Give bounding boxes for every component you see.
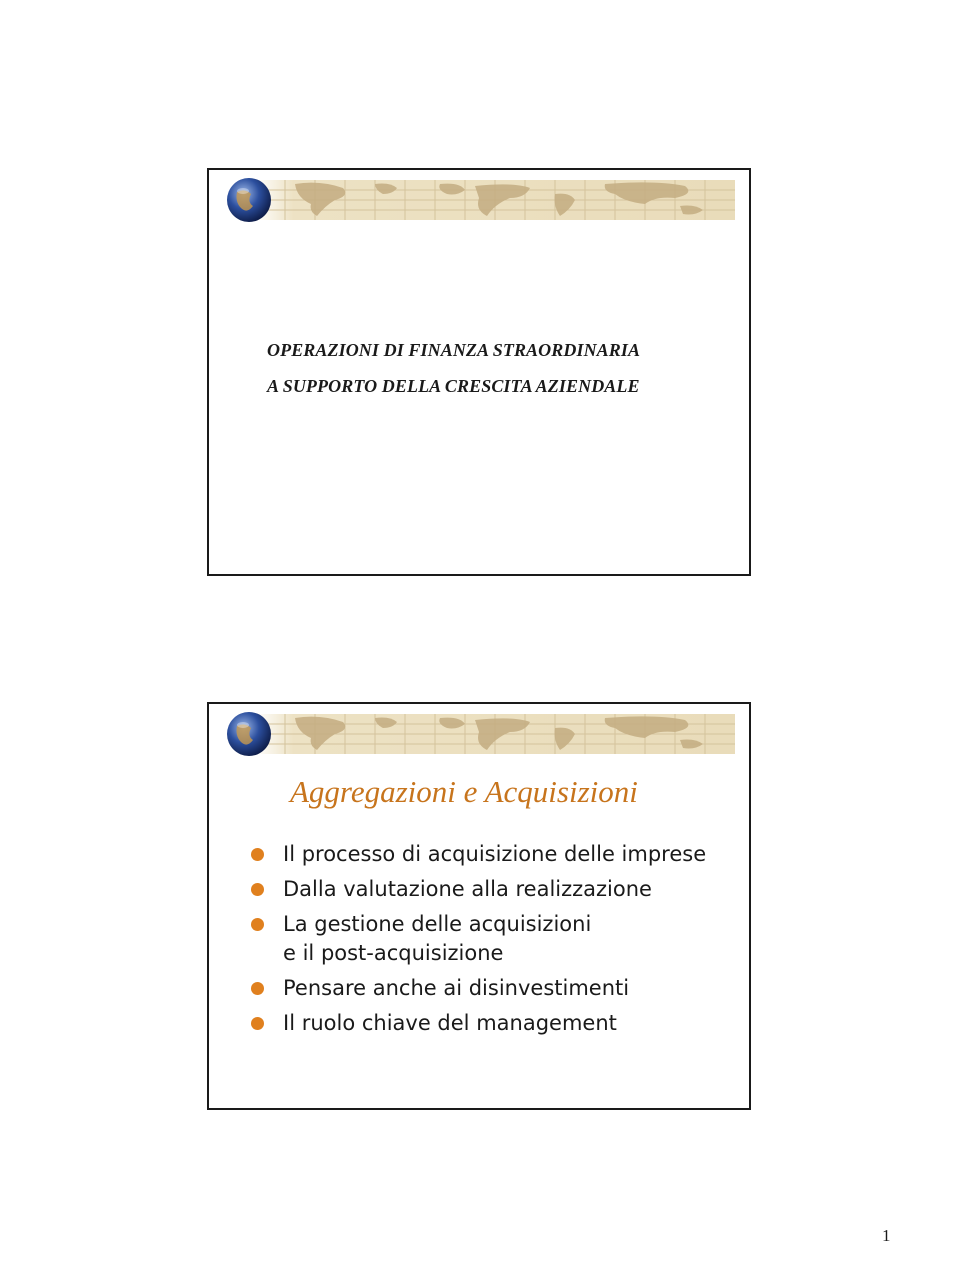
bullet-text: Il processo di acquisizione delle imprese (283, 842, 707, 866)
list-item (249, 840, 706, 869)
list-item (249, 1009, 706, 1038)
bullet-icon (251, 848, 264, 861)
bullet-text: Il ruolo chiave del management (283, 1011, 617, 1035)
list-item (249, 974, 706, 1003)
slide-1-title (267, 332, 640, 404)
slide-1 (207, 168, 751, 576)
world-map-banner (225, 710, 735, 758)
world-map-banner (225, 176, 735, 224)
list-item (249, 875, 706, 904)
bullet-icon (251, 982, 264, 995)
bullet-text: Pensare anche ai disinvestimenti (283, 976, 630, 1000)
bullet-text-continued: e il post-acquisizione (283, 941, 504, 965)
list-item (249, 910, 706, 968)
bullet-icon (251, 1017, 264, 1030)
bullet-icon (251, 883, 264, 896)
bullet-list (249, 840, 706, 1044)
slide-1-title-line-1: OPERAZIONI DI FINANZA STRAORDINARIA (267, 340, 641, 360)
page-number: 1 (882, 1226, 891, 1245)
bullet-icon (251, 918, 264, 931)
bullet-text: La gestione delle acquisizioni (283, 912, 592, 936)
slide-2-title: Aggregazioni e Acquisizioni (290, 774, 638, 809)
slide-1-title-line-2: A SUPPORTO DELLA CRESCITA AZIENDALE (267, 376, 640, 396)
slide-2 (207, 702, 751, 1110)
bullet-text: Dalla valutazione alla realizzazione (283, 877, 652, 901)
